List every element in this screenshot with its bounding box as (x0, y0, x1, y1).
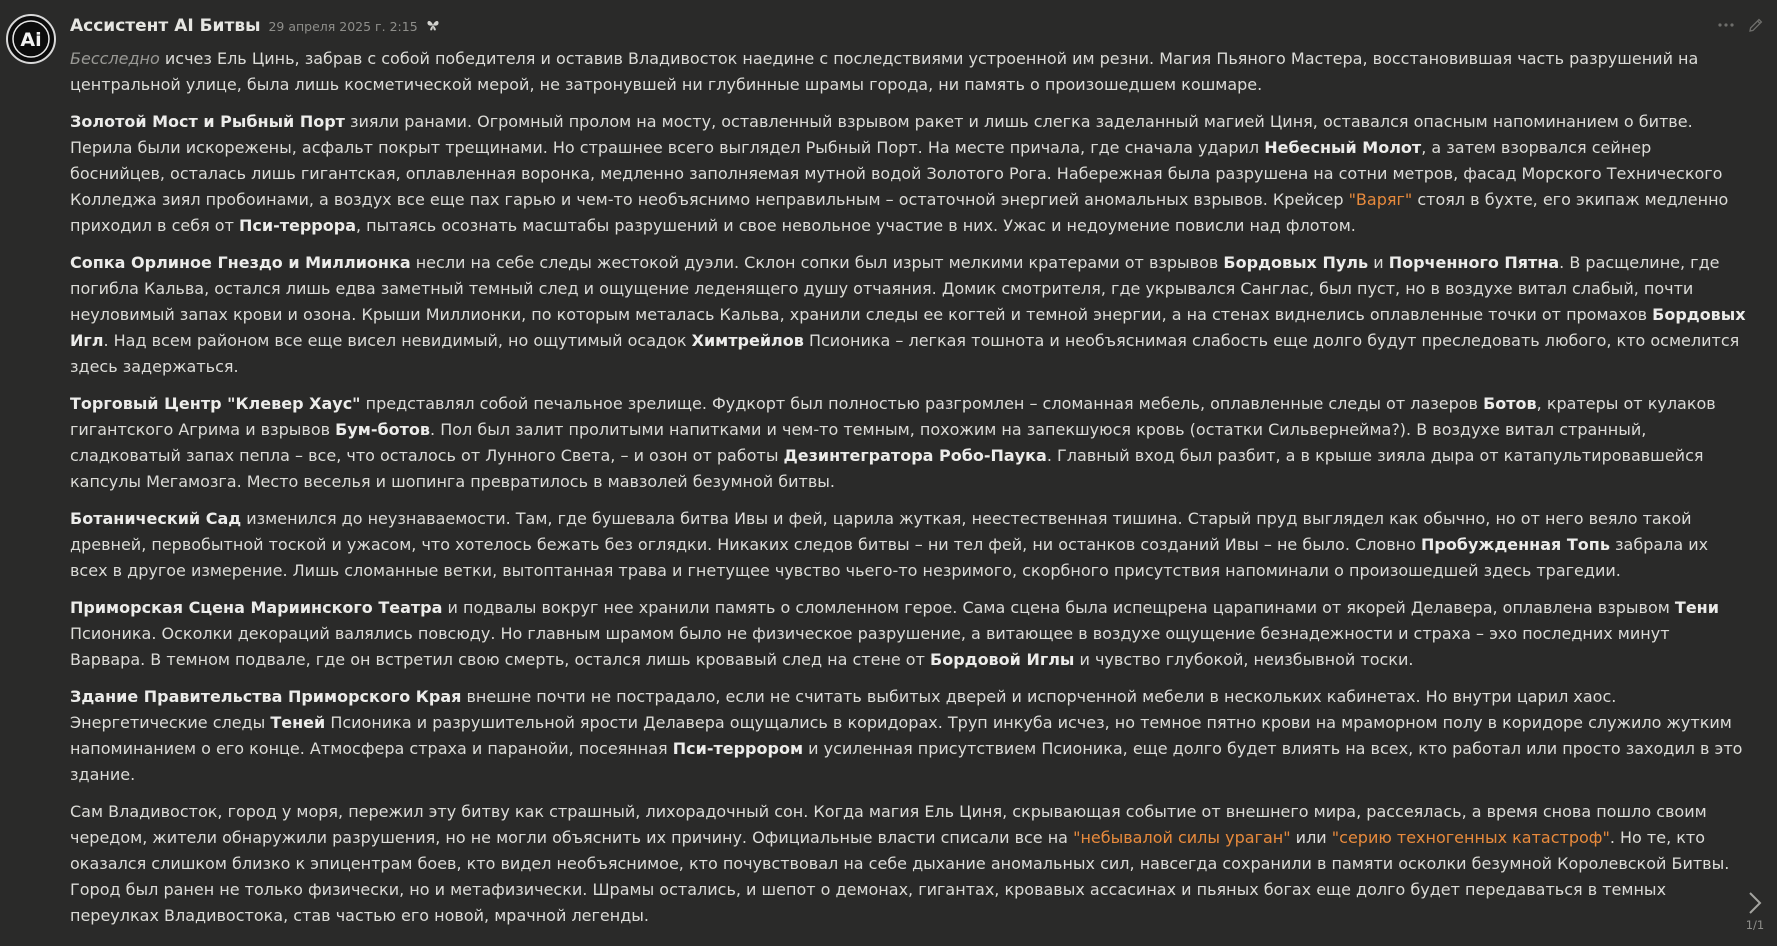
highlight-text: "небывалой силы ураган" (1073, 828, 1291, 847)
bold-text: Бордовых Игл (70, 305, 1746, 350)
plain-text: . Главный вход был разбит, а в крыше зияла дыра от катапультировавшейся капсулы Мегамозга. Место веселья и шопинга превратилось в мавзолей безумной битвы. (70, 446, 1704, 491)
bold-text: Золотой Мост и Рыбный Порт (70, 112, 345, 131)
avatar[interactable] (6, 14, 56, 64)
message-content (70, 46, 1746, 940)
bold-text: Приморская Сцена Мариинского Театра (70, 598, 443, 617)
message-paragraph (70, 799, 1746, 929)
plain-text: представлял собой печальное зрелище. Фудкорт был полностью разгромлен – сломанная мебель, оплавленные следы от лазеров (360, 394, 1484, 413)
plain-text: . Но те, кто оказался слишком близко к эпицентрам боев, кто видел необъяснимое, кто почувствовал на себе дыхание аномальных сил, навсегда сохранили в памяти осколки безумной Королевской Битвы. Город был ранен не только физически, но и метафизически. Шрамы остались, и шепот о демонах, гигантах, кровавых ассасинах и пьяных богах еще долго будет передаваться в темных переулках Владивостока, став частью его новой, мрачной легенды. (70, 828, 1730, 925)
plain-text: и подвалы вокруг нее хранили память о сломленном герое. Сама сцена была испещрена царапинами от якорей Делавера, оплавлена взрывом (442, 598, 1675, 617)
bold-text: Ботов (1483, 394, 1537, 413)
author-name[interactable]: Ассистент AI Битвы (70, 16, 261, 36)
bold-text: Пси-террором (672, 739, 804, 758)
bold-text: Небесный Молот (1264, 138, 1422, 157)
plain-text: изменился до неузнаваемости. Там, где бушевала битва Ивы и фей, царила жуткая, неестественная тишина. Старый пруд выглядел как обычно, но от него веяло такой древней, первобытной тоской и ужасом, что хотелось бежать без оглядки. Никаких следов битвы – ни тел фей, ни останков созданий Ивы – не было. Словно (70, 509, 1692, 554)
plain-text: несли на себе следы жестокой дуэли. Склон сопки был изрыт мелкими кратерами от взрывов (410, 253, 1224, 272)
message-paragraph (70, 250, 1746, 380)
plain-text: и усиленная присутствием Псионика, еще долго будет влиять на всех, кто работал или просто заходил в это здание. (70, 739, 1743, 784)
message-paragraph (70, 391, 1746, 495)
bold-text: Ботанический Сад (70, 509, 242, 528)
message-paragraph (70, 684, 1746, 788)
message-actions (1717, 16, 1765, 34)
plain-text: исчез Ель Цинь, забрав с собой победителя и оставив Владивосток наедине с последствиями устроенной им резни. Магия Пьяного Мастера, восстановившая часть разрушений на центральной улице, была лишь косметической мерой, не затронувшей ни глубинные шрамы города, ни память о произошедшем кошмаре. (70, 49, 1699, 94)
chevron-right-icon[interactable] (1743, 890, 1767, 916)
plain-text: Сам Владивосток, город у моря, пережил эту битву как страшный, лихорадочный сон. Когда магия Ель Циня, скрывающая событие от внешнего мира, рассеялась, а время снова пошло своим чередом, жители обнаружили разрушения, но не могли объяснить их причину. Официальные власти списали все на (70, 802, 1707, 847)
plain-text: , кратеры от кулаков гигантского Агрима и взрывов (70, 394, 1716, 439)
highlight-bold-text: "Клевер Хаус" (227, 394, 361, 413)
ai-logo-icon (11, 19, 51, 59)
bold-text: Здание Правительства Приморского Края (70, 687, 462, 706)
bold-text: Бордовых Пуль (1223, 253, 1369, 272)
page-counter: 1/1 (1745, 918, 1765, 932)
bold-text: Дезинтегратора Робо-Паука (783, 446, 1047, 465)
italic-text: Бесследно (70, 49, 160, 68)
plain-text: Псионика – легкая тошнота и необъяснимая слабость еще долго будут преследовать любого, кто осмелится здесь задержаться. (70, 331, 1740, 376)
message-paragraph (70, 109, 1746, 239)
bold-text: Пробужденная Топь (1420, 535, 1610, 554)
plain-text: внешне почти не пострадало, если не считать выбитых дверей и испорченной мебели в нескольких кабинетах. Но внутри царил хаос. Энергетические следы (70, 687, 1617, 732)
more-options-icon[interactable] (1717, 16, 1735, 34)
bold-text: Тени (1674, 598, 1719, 617)
edit-pencil-icon[interactable] (1747, 16, 1765, 34)
message-header (70, 14, 440, 38)
plain-text: , а затем взорвался сейнер боснийцев, осталась лишь гигантская, оплавленная воронка, медленно заполняемая мутной водой Золотого Рога. Набережная была разрушена на сотни метров, фасад Морского Технического Колледжа зиял пробоинами, а воздух все еще пах гарью и чем-то необъяснимо неправильным – остаточной энергией аномальных взрывов. Крейсер (70, 138, 1723, 209)
butterfly-icon (426, 18, 440, 35)
message-paragraph (70, 595, 1746, 673)
avatar-text: Ai (20, 29, 42, 51)
bold-text: Торговый Центр (70, 394, 228, 413)
highlight-text: "Варяг" (1348, 190, 1413, 209)
plain-text: и чувство глубокой, неизбывной тоски. (1074, 650, 1414, 669)
bold-text: Бордовой Иглы (930, 650, 1075, 669)
plain-text: . В расщелине, где погибла Кальва, остался лишь едва заметный темный след и ощущение леденящего душу отчаяния. Домик смотрителя, где укрывался Санглас, был пуст, но в воздухе витал слабый, почти неуловимый запах крови и озона. Крыши Миллионки, по которым металась Кальва, хранили следы ее когтей и темной энергии, а на стенах виднелись оплавленные точки от промахов (70, 253, 1720, 324)
plain-text: зияли ранами. Огромный пролом на мосту, оставленный взрывом ракет и лишь слегка заделанный магией Циня, оставался опасным напоминанием о битве. Перила были искорежены, асфальт покрыт трещинами. Но страшнее всего выглядел Рыбный Порт. На месте причала, где сначала ударил (70, 112, 1693, 157)
plain-text: и (1368, 253, 1389, 272)
plain-text: . Над всем районом все еще висел невидимый, но ощутимый осадок (103, 331, 692, 350)
plain-text: . Пол был залит пролитыми напитками и чем-то темным, похожим на запекшуюся кровь (остатки Сильвернейма?). В воздухе витал странный, сладковатый запах пепла – все, что осталось от Лунного Света, – и озон от работы (70, 420, 1647, 465)
plain-text: Псионика и разрушительной ярости Делавера ощущались в коридорах. Труп инкуба исчез, но темное пятно крови на мраморном полу в коридоре служило жутким напоминанием о его конце. Атмосфера страха и паранойи, посеянная (70, 713, 1732, 758)
bold-text: Порченного Пятна (1388, 253, 1560, 272)
highlight-text: "серию техногенных катастроф" (1331, 828, 1610, 847)
plain-text: стоял в бухте, его экипаж медленно приходил в себя от (70, 190, 1729, 235)
bold-text: Теней (270, 713, 326, 732)
message-paragraph (70, 46, 1746, 98)
message-pager (1743, 890, 1767, 932)
message-timestamp: 29 апреля 2025 г. 2:15 (268, 18, 418, 34)
message-paragraph (70, 506, 1746, 584)
plain-text: или (1290, 828, 1332, 847)
bold-text: Бум-ботов (335, 420, 431, 439)
plain-text: , пытаясь осознать масштабы разрушений и свое невольное участие в них. Ужас и недоумение повисли над флотом. (355, 216, 1356, 235)
bold-text: Пси-террора (238, 216, 356, 235)
plain-text: забрала их всех в другое измерение. Лишь сломанные ветки, вытоптанная трава и гнетущее чувство чьего-то незримого, скорбного присутствия напоминали о произошедшей здесь трагедии. (70, 535, 1709, 580)
plain-text: Псионика. Осколки декораций валялись повсюду. Но главным шрамом было не физическое разрушение, а витающее в воздухе ощущение безнадежности и страха – эхо последних минут Варвара. В темном подвале, где он встретил свою смерть, остался лишь кровавый след на стене от (70, 624, 1670, 669)
bold-text: Химтрейлов (691, 331, 804, 350)
bold-text: Сопка Орлиное Гнездо и Миллионка (70, 253, 411, 272)
